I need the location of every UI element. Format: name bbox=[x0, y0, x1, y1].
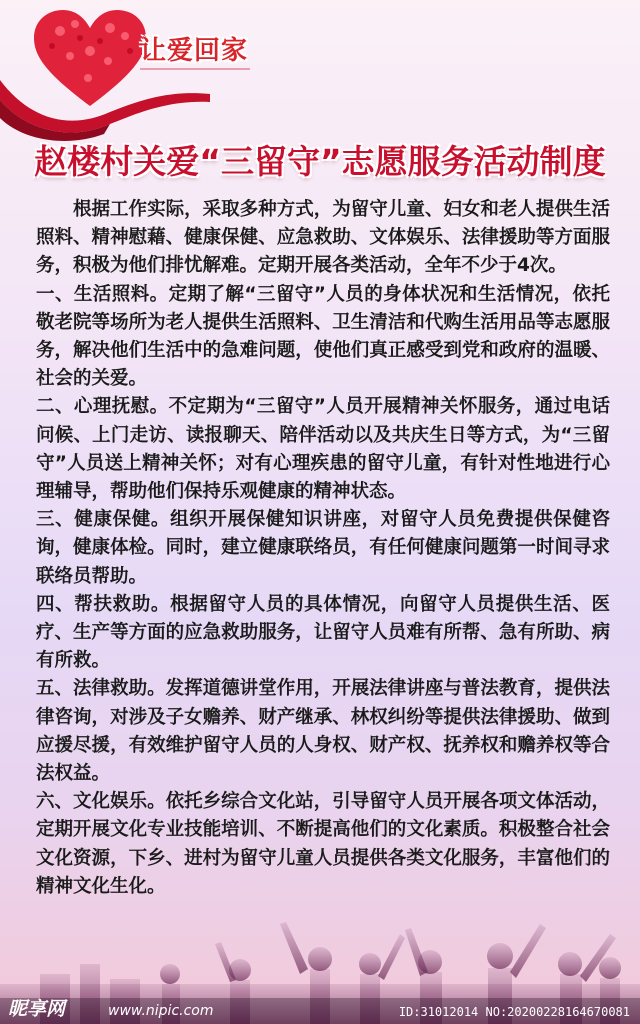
document-body bbox=[36, 196, 610, 901]
watermark-logo: 昵享网 bbox=[8, 998, 66, 1020]
paragraph-item-2: 二、心理抚慰。不定期为“三留守”人员开展精神关怀服务，通过电话问候、上门走访、读报聊天、陪伴活动以及共庆生日等方式，为“三留守”人员送上精神关怀；对有心理疾患的留守儿童，有针对性地进行心理辅导，帮助他们保持乐观健康的精神状态。 bbox=[36, 396, 610, 503]
paragraph-item-6: 六、文化娱乐。依托乡综合文化站，引导留守人员开展各项文体活动，定期开展文化专业技能培训、不断提高他们的文化素质。积极整合社会文化资源，下乡、进村为留守儿童人员提供各类文化服务，丰富他们的精神文化生化。 bbox=[36, 791, 610, 897]
watermark-id: ID:31012014 NO:20200228164670081 bbox=[398, 1005, 630, 1019]
page-title: 赵楼村关爱“三留守”志愿服务活动制度 bbox=[34, 142, 606, 181]
paragraph-item-3: 三、健康保健。组织开展保健知识讲座，对留守人员免费提供保健咨询，健康体检。同时，建立健康联络员，有任何健康问题第一时间寻求联络员帮助。 bbox=[36, 509, 610, 587]
paragraph-item-4: 四、帮扶救助。根据留守人员的具体情况，向留守人员提供生活、医疗、生产等方面的应急救助服务，让留守人员难有所帮、急有所助、病有所救。 bbox=[36, 593, 610, 672]
paragraph-item-1: 一、生活照料。定期了解“三留守”人员的身体状况和生活情况，依托敬老院等场所为老人提供生活照料、卫生清洁和代购生活用品等志愿服务，解决他们生活中的急难问题，使他们真正感受到党和政府的温暖、社会的关爱。 bbox=[36, 283, 610, 390]
brand-slogan: 让爱回家 bbox=[140, 36, 249, 66]
paragraph-intro: 根据工作实际，采取多种方式，为留守儿童、妇女和老人提供生活照料、精神慰藉、健康保健、应急救助、文体娱乐、法律援助等方面服务，积极为他们排忧解难。定期开展各类活动，全年不少于4次。 bbox=[36, 199, 610, 277]
brand-underline bbox=[140, 68, 250, 70]
watermark-site: www.nipic.com bbox=[108, 1003, 214, 1019]
watermark-bar bbox=[0, 998, 640, 1024]
paragraph-item-5: 五、法律救助。发挥道德讲堂作用，开展法律讲座与普法教育，提供法律咨询，对涉及子女赡养、财产继承、林权纠纷等提供法律援助、做到应援尽援，有效维护留守人员的人身权、财产权、抚养权和赡养权等合法权益。 bbox=[36, 678, 610, 785]
